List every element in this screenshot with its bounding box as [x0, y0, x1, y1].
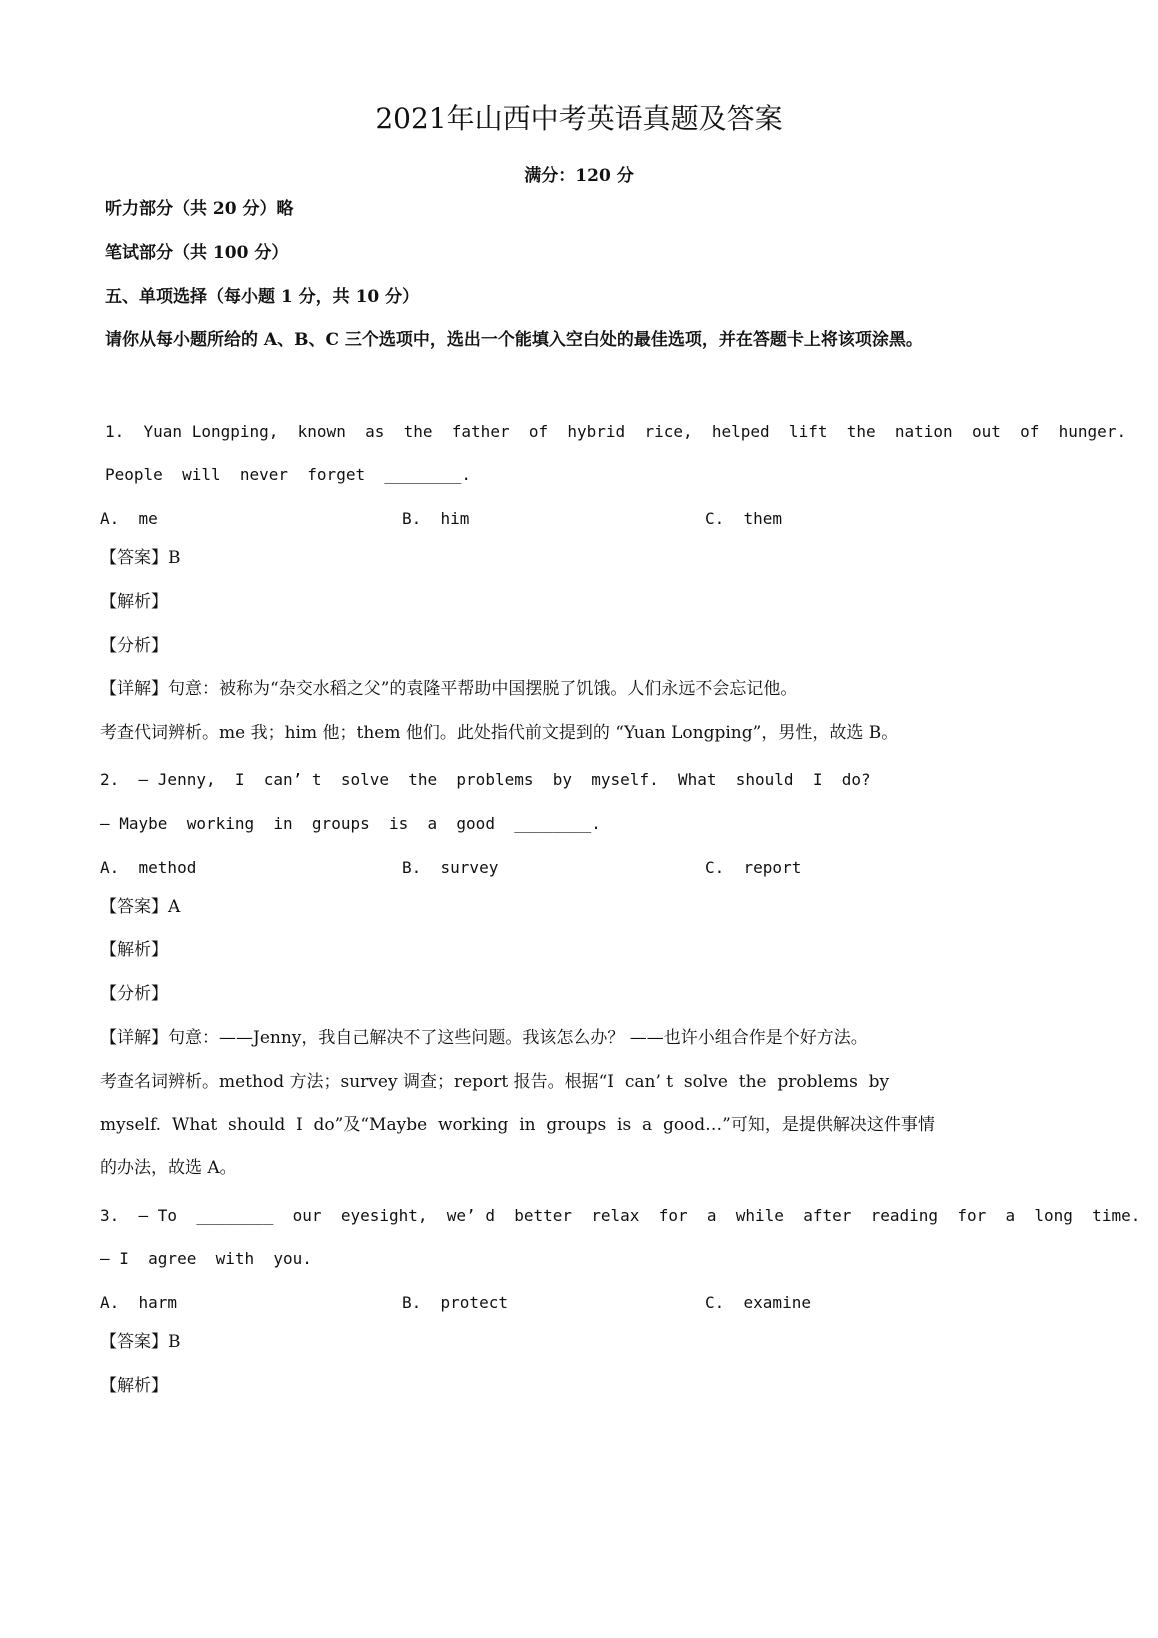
question-2-option-b: B. survey — [402, 858, 499, 877]
question-2-detail-1: 【详解】句意：——Jenny，我自己解决不了这些问题。我该怎么办？ ——也许小组合作是个好方法。 — [100, 1028, 868, 1048]
section-writing: 笔试部分（共 100 分） — [105, 243, 289, 263]
full-score: 满分：120 分 — [524, 166, 634, 186]
question-3-answer: 【答案】B — [100, 1332, 181, 1352]
question-2-detail-4: 的办法，故选 A。 — [100, 1158, 237, 1178]
question-2-detail-3: myself. What should I do”及“Maybe working in groups is a good…”可知，是提供解决这件事情 — [100, 1115, 935, 1135]
question-1-option-c: C. them — [705, 509, 783, 528]
question-1-fenxi: 【分析】 — [100, 636, 168, 656]
question-3-option-a: A. harm — [100, 1293, 178, 1312]
question-3-analysis: 【解析】 — [100, 1376, 168, 1396]
section-part5-heading: 五、单项选择（每小题 1 分，共 10 分） — [105, 287, 420, 307]
question-2-option-c: C. report — [705, 858, 802, 877]
question-3-option-b: B. protect — [402, 1293, 508, 1312]
question-2-option-a: A. method — [100, 858, 197, 877]
question-1-detail-1: 【详解】句意：被称为“杂交水稻之父”的袁隆平帮助中国摆脱了饥饿。人们永远不会忘记他。 — [100, 679, 798, 699]
question-2-detail-2: 考查名词辨析。method 方法；survey 调查；report 报告。根据“I can’ t solve the problems by — [100, 1072, 890, 1092]
question-1-option-a: A. me — [100, 509, 158, 528]
question-1-analysis: 【解析】 — [100, 592, 168, 612]
question-1-answer: 【答案】B — [100, 548, 181, 568]
question-1-line-2: People will never forget ________. — [105, 465, 472, 484]
question-3-line-1: 3. — To ________ our eyesight, we’ d better relax for a while after reading for a long time. — [100, 1206, 1141, 1225]
question-1-detail-2: 考查代词辨析。me 我；him 他；them 他们。此处指代前文提到的 “Yuan Longping”，男性，故选 B。 — [100, 723, 899, 743]
question-1-line-1: 1. Yuan Longping, known as the father of hybrid rice, helped lift the nation out of hunger. — [105, 422, 1127, 441]
question-2-analysis: 【解析】 — [100, 940, 168, 960]
question-2-line-1: 2. — Jenny, I can’ t solve the problems by myself. What should I do? — [100, 770, 871, 789]
question-2-answer: 【答案】A — [100, 897, 181, 917]
question-3-option-c: C. examine — [705, 1293, 811, 1312]
question-1-option-b: B. him — [402, 509, 470, 528]
question-2-line-2: — Maybe working in groups is a good ________. — [100, 814, 601, 833]
section-instruction: 请你从每小题所给的 A、B、C 三个选项中，选出一个能填入空白处的最佳选项，并在答题卡上将该项涂黑。 — [105, 330, 923, 350]
question-3-line-2: — I agree with you. — [100, 1249, 312, 1268]
page-title: 2021年山西中考英语真题及答案 — [375, 102, 783, 135]
question-2-fenxi: 【分析】 — [100, 984, 168, 1004]
section-listening: 听力部分（共 20 分）略 — [105, 199, 294, 219]
